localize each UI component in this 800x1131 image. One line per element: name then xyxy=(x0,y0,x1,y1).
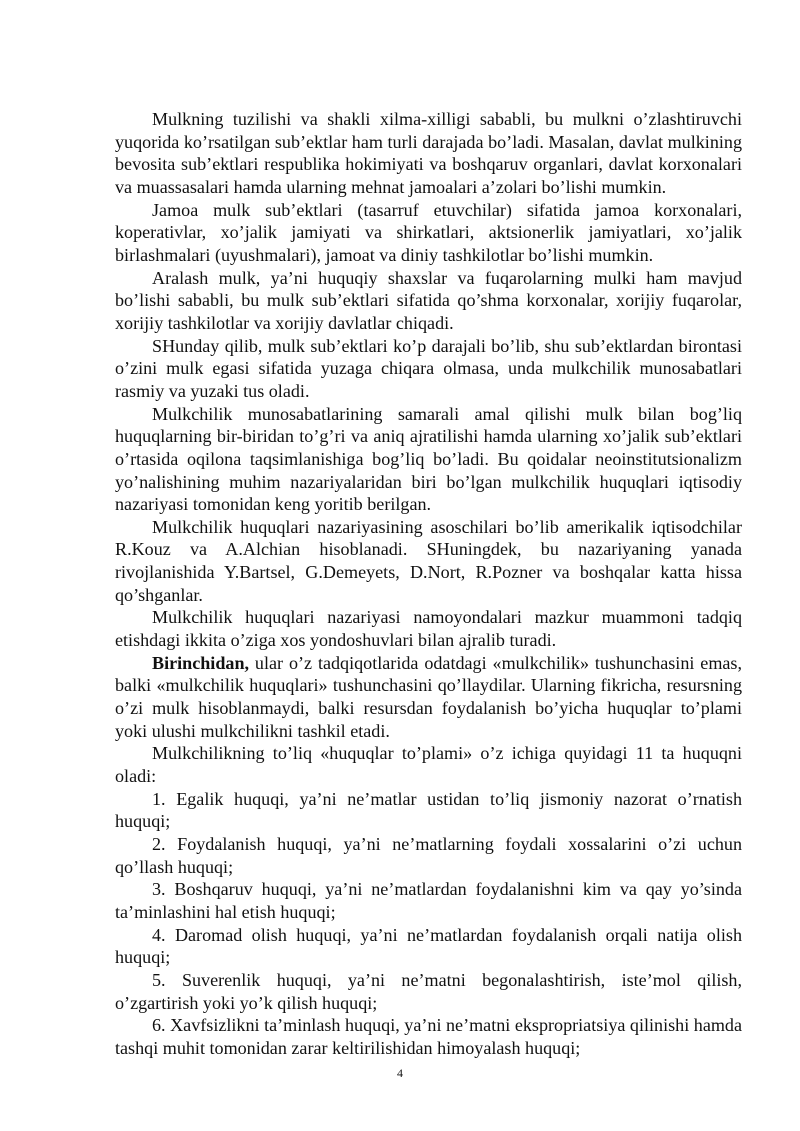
paragraph-multilevel-subjects: SHunday qilib, mulk sub’ektlari ko’p darajali bo’lib, shu sub’ektlardan birontasi o’zini mulk egasi sifatida yuzaga chiqara olmasa, unda mulkchilik munosabatlari rasmiy va yuzaki tus oladi. xyxy=(115,335,742,401)
paragraph-mixed-property: Aralash mulk, ya’ni huquqiy shaxslar va fuqarolarning mulki ham mavjud bo’lishi sababli, bu mulk sub’ektlari sifatida qo’shma korxonalar, xorijiy fuqarolar, xorijiy tashkilotlar va xorijiy davlatlar chiqadi. xyxy=(115,267,742,333)
list-item-usage-right: 2. Foydalanish huquqi, ya’ni ne’matlarning foydali xossalarini o’zi uchun qo’llash huquqi; xyxy=(115,834,742,877)
paragraph-list-intro: Mulkchilikning to’liq «huquqlar to’plami» o’z ichiga quyidagi 11 ta huquqni oladi: xyxy=(115,743,742,787)
list-item-management-right: 3. Boshqaruv huquqi, ya’ni ne’matlardan foydalanishni kim va qay yo’sinda ta’minlashini hal etish huquqi; xyxy=(115,879,742,922)
list-item-security-right: 6. Xavfsizlikni ta’minlash huquqi, ya’ni ne’matni ekspropriatsiya qilinishi hamda tashqi muhit tomonidan zarar keltirilishidan himoyalash huquqi; xyxy=(115,1015,742,1058)
paragraph-first-approach xyxy=(115,652,742,743)
first-approach-lead: Birinchidan, xyxy=(152,652,250,673)
paragraph-collective-property: Jamoa mulk sub’ektlari (tasarruf etuvchilar) sifatida jamoa korxonalari, koperativlar, xo’jalik jamiyati va shirkatlari, aktsionerlik jamiyatlari, xo’jalik birlashmalari (uyushmalari), jamoat va diniy tashkilotlar bo’lishi mumkin. xyxy=(115,199,742,265)
paragraph-theory-founders: Mulkchilik huquqlari nazariyasining asoschilari bo’lib amerikalik iqtisodchilar R.Kouz va A.Alchian hisoblanadi. SHuningdek, bu nazariyaning yanada rivojlanishida Y.Bartsel, G.Demeyets, D.Nort, R.Pozner va boshqalar katta hissa qo’shganlar. xyxy=(115,516,742,605)
first-approach-text: ular o’z tadqiqotlarida odatdagi «mulkchilik» tushunchasini emas, balki «mulkchilik huquqlari» tushunchasini qo’llaydilar. Ularning fikricha, resursning o’zi mulk hisoblanmaydi, balki resursdan foydalanish bo’yicha huquqlar to’plami yoki ulushi mulkchilikni tashkil etadi. xyxy=(115,652,742,741)
paragraph-property-relations: Mulkchilik munosabatlarining samarali amal qilishi mulk bilan bog’liq huquqlarning bir-biridan to’g’ri va aniq ajratilishi hamda ularning xo’jalik sub’ektlari o’rtasida oqilona taqsimlanishiga bog’liq bo’ladi. Bu qoidalar neoinstitutsionalizm yo’nalishining muhim nazariyalaridan biri bo’lgan mulkchilik huquqlari iqtisodiy nazariyasi tomonidan keng yoritib berilgan. xyxy=(115,403,742,515)
paragraph-property-subjects: Mulkning tuzilishi va shakli xilma-xilligi sababli, bu mulkni o’zlashtiruvchi yuqorida ko’rsatilgan sub’ektlar ham turli darajada bo’ladi. Masalan, davlat mulkining bevosita sub’ektlari respublika hokimiyati va boshqaruv organlari, davlat korxonalari va muassasalari hamda ularning mehnat jamoalari a’zolari bo’lishi mumkin. xyxy=(115,109,742,197)
paragraph-two-approaches: Mulkchilik huquqlari nazariyasi namoyondalari mazkur muammoni tadqiq etishdagi ikkita o’ziga xos yondoshuvlari bilan ajralib turadi. xyxy=(115,607,742,651)
page-number: 4 xyxy=(397,1066,403,1080)
list-item-sovereignty-right: 5. Suverenlik huquqi, ya’ni ne’matni begonalashtirish, iste’mol qilish, o’zgartirish yoki yo’k qilish huquqi; xyxy=(115,969,742,1013)
list-item-ownership-right: 1. Egalik huquqi, ya’ni ne’matlar ustidan to’liq jismoniy nazorat o’rnatish huquqi; xyxy=(115,788,742,832)
document-body xyxy=(115,108,742,1060)
list-item-income-right: 4. Daromad olish huquqi, ya’ni ne’matlardan foydalanish orqali natija olish huquqi; xyxy=(115,924,742,968)
